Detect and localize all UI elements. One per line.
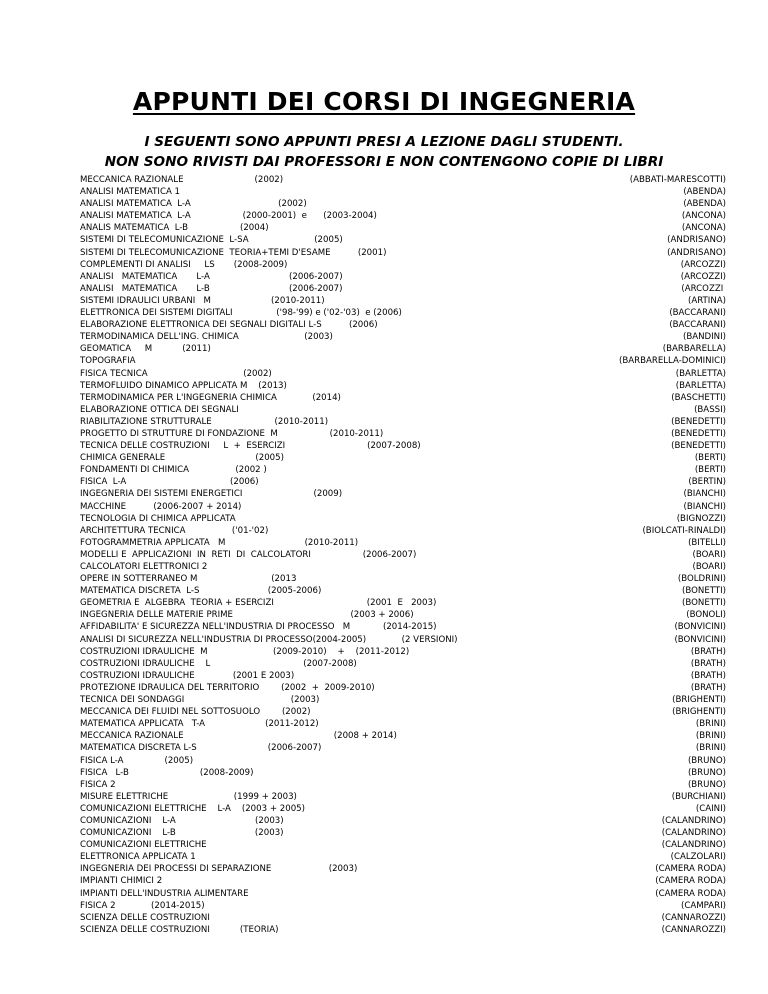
list-item xyxy=(0,319,768,331)
course-name: FONDAMENTI DI CHIMICA (2002 ) xyxy=(80,465,267,476)
course-name: TECNICA DELLE COSTRUZIONI L + ESERCIZI (2007-2008) xyxy=(80,441,421,452)
list-item xyxy=(0,609,768,621)
list-item xyxy=(0,742,768,754)
list-item xyxy=(0,621,768,633)
professor-name: (CALANDRINO) xyxy=(661,840,726,851)
professor-name: (BONETTI) xyxy=(682,586,726,597)
course-name: INGEGNERIA DEI SISTEMI ENERGETICI (2009) xyxy=(80,489,343,500)
list-item xyxy=(0,670,768,682)
course-name: INGEGNERIA DEI PROCESSI DI SEPARAZIONE (2003) xyxy=(80,864,358,875)
list-item xyxy=(0,875,768,887)
list-item xyxy=(0,900,768,912)
subtitle-line-1: I SEGUENTI SONO APPUNTI PRESI A LEZIONE DAGLI STUDENTI. xyxy=(144,134,624,150)
professor-name: (CALZOLARI) xyxy=(670,852,726,863)
course-name: MECCANICA RAZIONALE (2002) xyxy=(80,175,284,185)
list-item xyxy=(0,307,768,319)
professor-name: (CAMERA RODA) xyxy=(655,864,726,875)
list-item xyxy=(0,924,768,936)
list-item xyxy=(0,416,768,428)
course-name: ELABORAZIONE ELETTRONICA DEI SEGNALI DIGITALI L-S (2006) xyxy=(80,320,378,331)
course-name: ANALISI MATEMATICA L-B (2006-2007) xyxy=(80,283,343,294)
course-name: TECNICA DEI SONDAGGI (2003) xyxy=(80,695,320,706)
professor-name: (BRATH) xyxy=(690,682,726,693)
course-name: TERMODINAMICA PER L'INGEGNERIA CHIMICA (2014) xyxy=(80,392,341,403)
professor-name: (BOARI) xyxy=(692,549,726,560)
list-item xyxy=(0,912,768,924)
list-item xyxy=(0,827,768,839)
list-item xyxy=(0,513,768,525)
professor-name: (ANCONA) xyxy=(681,211,726,222)
professor-name: (ANDRISANO) xyxy=(667,247,726,258)
course-list xyxy=(0,174,768,936)
list-item xyxy=(0,730,768,742)
list-item xyxy=(0,198,768,210)
list-item xyxy=(0,634,768,646)
list-item xyxy=(0,501,768,513)
professor-name: (BARLETTA) xyxy=(675,380,726,391)
list-item xyxy=(0,488,768,500)
subtitle-line-2: NON SONO RIVISTI DAI PROFESSORI E NON CONTENGONO COPIE DI LIBRI xyxy=(104,154,664,170)
list-item xyxy=(0,368,768,380)
course-name: CHIMICA GENERALE (2005) xyxy=(80,453,284,464)
course-name: ANALISI MATEMATICA L-A (2000-2001) e (2003-2004) xyxy=(80,211,377,222)
professor-name: (CAMPARI) xyxy=(680,900,726,911)
professor-name: (BRIGHENTI) xyxy=(672,695,726,706)
course-name: GEOMATICA M (2011) xyxy=(80,344,211,355)
course-name: ELABORAZIONE OTTICA DEI SEGNALI xyxy=(80,404,239,415)
list-item xyxy=(0,706,768,718)
course-name: ARCHITETTURA TECNICA ('01-'02) xyxy=(80,525,269,536)
professor-name: (BACCARANI) xyxy=(669,320,726,331)
professor-name: (BIANCHI) xyxy=(683,489,726,500)
list-item xyxy=(0,404,768,416)
professor-name: (BRINI) xyxy=(695,743,726,754)
course-name: MISURE ELETTRICHE (1999 + 2003) xyxy=(80,791,297,802)
professor-name: (BITELLI) xyxy=(688,537,726,548)
list-item xyxy=(0,767,768,779)
course-name: MODELLI E APPLICAZIONI IN RETI DI CALCOLATORI (2006-2007) xyxy=(80,549,417,560)
course-name: COMUNICAZIONI ELETTRICHE xyxy=(80,840,207,851)
professor-name: (CANNAROZZI) xyxy=(661,924,726,935)
page-title: APPUNTI DEI CORSI DI INGEGNERIA xyxy=(132,87,636,116)
list-item xyxy=(0,779,768,791)
course-name: ELETTRONICA DEI SISTEMI DIGITALI ('98-'99) e ('02-'03) e (2006) xyxy=(80,308,402,319)
professor-name: (ABENDA) xyxy=(683,187,726,198)
course-name: COMPLEMENTI DI ANALISI LS (2008-2009) xyxy=(80,259,288,270)
list-item xyxy=(0,271,768,283)
professor-name: (ABENDA) xyxy=(683,199,726,210)
course-name: SISTEMI DI TELECOMUNICAZIONE L-SA (2005) xyxy=(80,235,343,246)
course-name: IMPIANTI DELL'INDUSTRIA ALIMENTARE xyxy=(80,888,249,899)
list-item xyxy=(0,440,768,452)
course-name: INGEGNERIA DELLE MATERIE PRIME (2003 + 2006) xyxy=(80,610,414,621)
course-name: MECCANICA DEI FLUIDI NEL SOTTOSUOLO (2002) xyxy=(80,707,311,718)
course-name: SCIENZA DELLE COSTRUZIONI (TEORIA) xyxy=(80,924,279,935)
course-name: FOTOGRAMMETRIA APPLICATA M (2010-2011) xyxy=(80,537,359,548)
professor-name: (BIANCHI) xyxy=(683,501,726,512)
professor-name: (BRATH) xyxy=(690,658,726,669)
professor-name: (BRINI) xyxy=(695,719,726,730)
course-name: TOPOGRAFIA xyxy=(80,356,136,367)
course-name: CALCOLATORI ELETTRONICI 2 xyxy=(80,562,208,572)
list-item xyxy=(0,718,768,730)
professor-name: (BARBARELLA-DOMINICI) xyxy=(618,356,726,367)
list-item xyxy=(0,585,768,597)
professor-name: (BURCHIANI) xyxy=(671,791,726,802)
course-name: FISICA 2 (2014-2015) xyxy=(80,900,205,911)
professor-name: (BASCHETTI) xyxy=(671,392,726,403)
professor-name: (CAINI) xyxy=(695,803,726,814)
course-name: ELETTRONICA APPLICATA 1 xyxy=(80,852,196,863)
professor-name: (CALANDRINO) xyxy=(661,828,726,839)
professor-name: (CANNAROZZI) xyxy=(661,912,726,923)
professor-name: (BOLDRINI) xyxy=(677,574,726,585)
course-name: TERMOFLUIDO DINAMICO APPLICATA M (2013) xyxy=(80,380,287,391)
list-item xyxy=(0,283,768,295)
course-name: MATEMATICA DISCRETA L-S (2005-2006) xyxy=(80,586,322,597)
list-item xyxy=(0,815,768,827)
professor-name: (CAMERA RODA) xyxy=(655,888,726,899)
list-item xyxy=(0,476,768,488)
professor-name: (BONVICINI) xyxy=(674,622,726,633)
list-item xyxy=(0,355,768,367)
course-name: FISICA TECNICA (2002) xyxy=(80,368,272,379)
course-name: FISICA L-A (2006) xyxy=(80,477,259,488)
list-item xyxy=(0,694,768,706)
list-item xyxy=(0,428,768,440)
course-name: ANALISI MATEMATICA 1 xyxy=(80,187,181,198)
course-name: MACCHINE (2006-2007 + 2014) xyxy=(80,501,242,512)
professor-name: (BARBARELLA) xyxy=(662,344,726,355)
course-name: SISTEMI DI TELECOMUNICAZIONE TEORIA+TEMI D'ESAME (2001) xyxy=(80,247,387,258)
list-item xyxy=(0,573,768,585)
course-name: COSTRUZIONI IDRAULICHE M (2009-2010) + (2011-2012) xyxy=(80,646,410,657)
list-item xyxy=(0,174,768,186)
professor-name: (BACCARANI) xyxy=(669,308,726,319)
course-name: FISICA L-B (2008-2009) xyxy=(80,767,254,778)
course-name: MATEMATICA DISCRETA L-S (2006-2007) xyxy=(80,743,322,754)
list-item xyxy=(0,452,768,464)
professor-name: (ARCOZZI xyxy=(681,283,726,294)
list-item xyxy=(0,791,768,803)
course-name: COSTRUZIONI IDRAULICHE L (2007-2008) xyxy=(80,658,357,669)
list-item xyxy=(0,343,768,355)
professor-name: (BERTI) xyxy=(694,465,726,476)
professor-name: (BRATH) xyxy=(690,670,726,681)
professor-name: (ANCONA) xyxy=(681,223,726,234)
list-item xyxy=(0,295,768,307)
professor-name: (BOARI) xyxy=(692,562,726,572)
course-name: GEOMETRIA E ALGEBRA TEORIA + ESERCIZI (2001 E 2003) xyxy=(80,598,437,609)
professor-name: (BRUNO) xyxy=(687,779,726,790)
list-item xyxy=(0,851,768,863)
list-item xyxy=(0,597,768,609)
course-name: MECCANICA RAZIONALE (2008 + 2014) xyxy=(80,731,397,742)
list-item xyxy=(0,537,768,549)
course-name: RIABILITAZIONE STRUTTURALE (2010-2011) xyxy=(80,416,329,427)
professor-name: (BONOLI) xyxy=(686,610,726,621)
list-item xyxy=(0,561,768,573)
course-name: OPERE IN SOTTERRANEO M (2013 xyxy=(80,574,297,585)
list-item xyxy=(0,646,768,658)
list-item xyxy=(0,210,768,222)
professor-name: (BANDINI) xyxy=(682,332,726,343)
course-name: FISICA 2 xyxy=(80,779,116,790)
course-name: FISICA L-A (2005) xyxy=(80,755,194,766)
course-name: SISTEMI IDRAULICI URBANI M (2010-2011) xyxy=(80,295,325,306)
list-item xyxy=(0,803,768,815)
course-name: TERMODINAMICA DELL'ING. CHIMICA (2003) xyxy=(80,332,333,343)
professor-name: (CALANDRINO) xyxy=(661,815,726,826)
professor-name: (CAMERA RODA) xyxy=(655,876,726,887)
list-item xyxy=(0,863,768,875)
professor-name: (BERTI) xyxy=(694,453,726,464)
list-item xyxy=(0,888,768,900)
professor-name: (ARCOZZI) xyxy=(680,271,726,282)
professor-name: (BIGNOZZI) xyxy=(676,513,726,524)
course-name: COMUNICAZIONI L-B (2003) xyxy=(80,828,284,839)
professor-name: (BONETTI) xyxy=(682,598,726,609)
list-item xyxy=(0,839,768,851)
list-item xyxy=(0,525,768,537)
professor-name: (BARLETTA) xyxy=(675,368,726,379)
list-item xyxy=(0,222,768,234)
professor-name: (BRUNO) xyxy=(687,767,726,778)
professor-name: (ARTINA) xyxy=(687,295,726,306)
course-name: ANALISI MATEMATICA L-A (2006-2007) xyxy=(80,271,343,282)
list-item xyxy=(0,755,768,767)
list-item xyxy=(0,549,768,561)
course-name: ANALIS MATEMATICA L-B (2004) xyxy=(80,223,269,234)
professor-name: (ABBATI-MARESCOTTI) xyxy=(629,175,726,185)
course-name: MATEMATICA APPLICATA T-A (2011-2012) xyxy=(80,719,319,730)
list-item xyxy=(0,247,768,259)
professor-name: (ARCOZZI) xyxy=(680,259,726,270)
list-item xyxy=(0,259,768,271)
professor-name: (BASSI) xyxy=(694,404,726,415)
course-name: SCIENZA DELLE COSTRUZIONI xyxy=(80,912,210,923)
course-name: ANALISI DI SICUREZZA NELL'INDUSTRIA DI PROCESSO(2004-2005) (2 VERSIONI) xyxy=(80,634,458,645)
course-name: PROGETTO DI STRUTTURE DI FONDAZIONE M (2010-2011) xyxy=(80,428,384,439)
course-name: TECNOLOGIA DI CHIMICA APPLICATA xyxy=(80,513,236,524)
professor-name: (BENEDETTI) xyxy=(671,428,726,439)
professor-name: (BONVICINI) xyxy=(674,634,726,645)
professor-name: (BRIGHENTI) xyxy=(672,707,726,718)
professor-name: (ANDRISANO) xyxy=(667,235,726,246)
list-item xyxy=(0,234,768,246)
professor-name: (BRATH) xyxy=(690,646,726,657)
course-name: AFFIDABILITA' E SICUREZZA NELL'INDUSTRIA DI PROCESSO M (2014-2015) xyxy=(80,622,437,633)
course-name: COMUNICAZIONI L-A (2003) xyxy=(80,815,284,826)
list-item xyxy=(0,380,768,392)
list-item xyxy=(0,392,768,404)
professor-name: (BRINI) xyxy=(695,731,726,742)
professor-name: (BENEDETTI) xyxy=(671,416,726,427)
list-item xyxy=(0,186,768,198)
professor-name: (BENEDETTI) xyxy=(671,441,726,452)
list-item xyxy=(0,331,768,343)
professor-name: (BRUNO) xyxy=(687,755,726,766)
course-name: PROTEZIONE IDRAULICA DEL TERRITORIO (2002 + 2009-2010) xyxy=(80,682,375,693)
professor-name: (BERTIN) xyxy=(688,477,726,488)
professor-name: (BIOLCATI-RINALDI) xyxy=(642,525,726,536)
course-name: COSTRUZIONI IDRAULICHE (2001 E 2003) xyxy=(80,670,295,681)
list-item xyxy=(0,682,768,694)
list-item xyxy=(0,658,768,670)
course-name: IMPIANTI CHIMICI 2 xyxy=(80,876,163,887)
list-item xyxy=(0,464,768,476)
course-name: ANALISI MATEMATICA L-A (2002) xyxy=(80,199,307,210)
course-name: COMUNICAZIONI ELETTRICHE L-A (2003 + 2005) xyxy=(80,803,305,814)
